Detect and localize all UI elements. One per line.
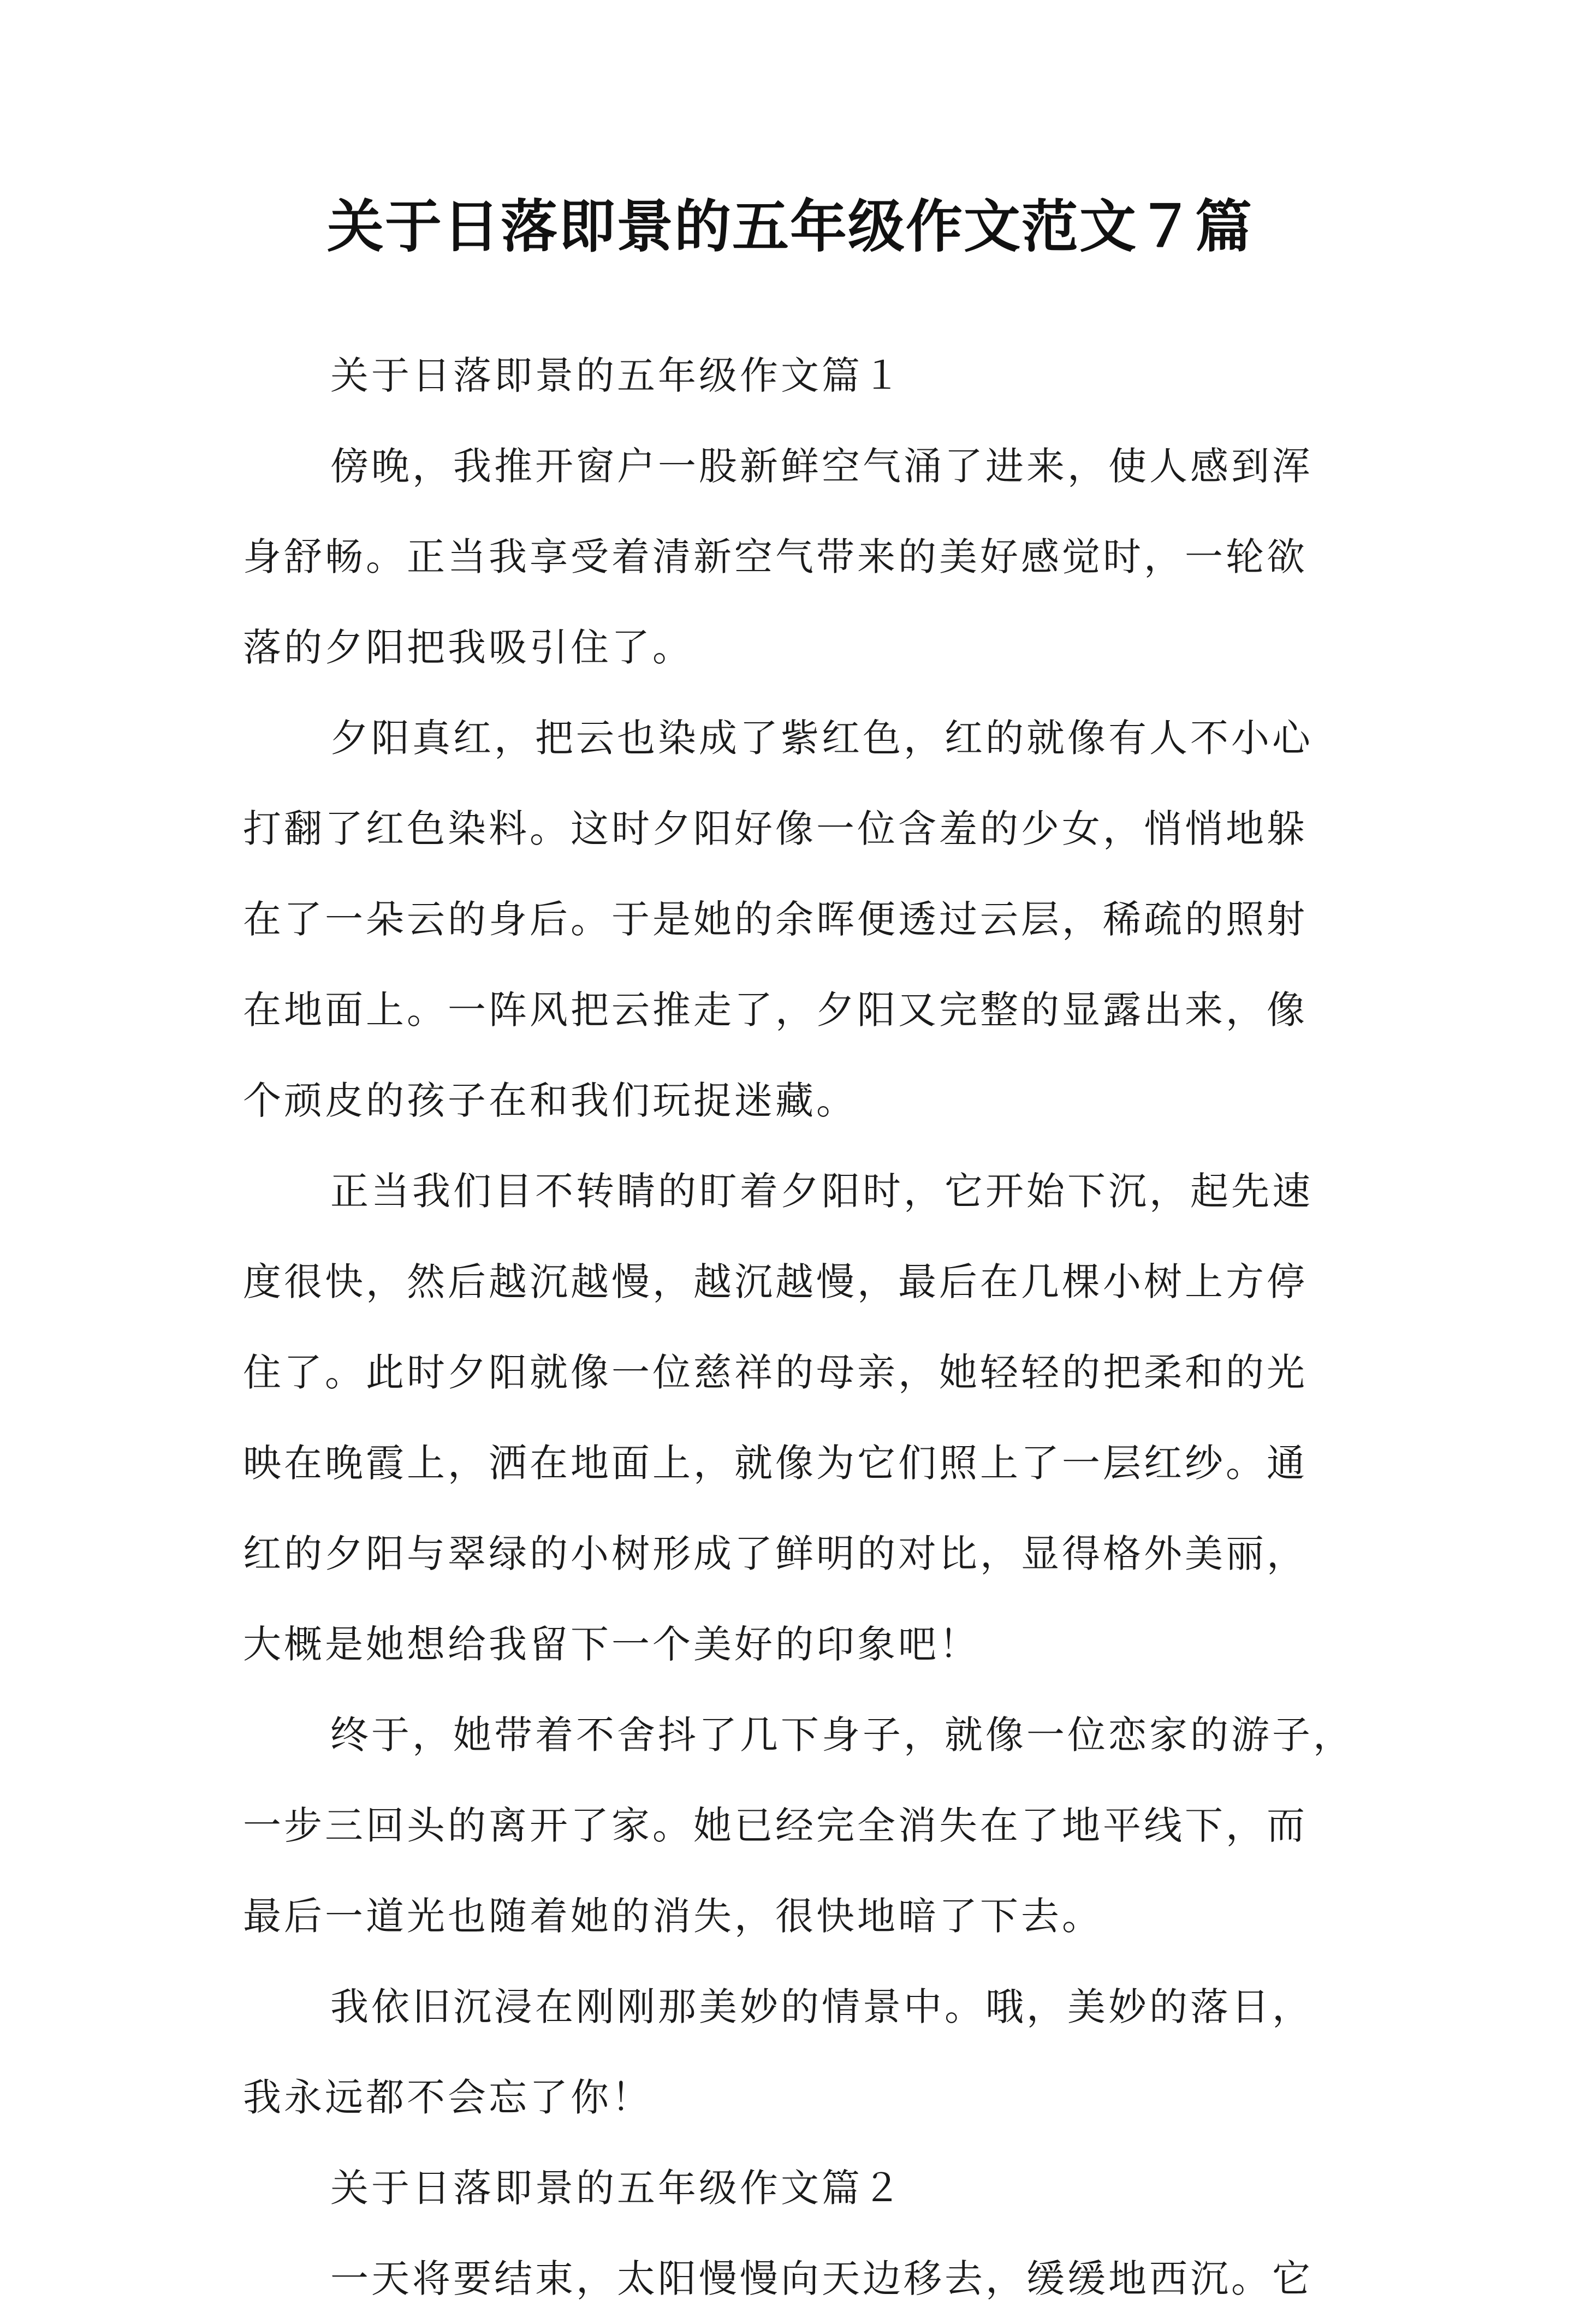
paragraph-line: 个顽皮的孩子在和我们玩捉迷藏。 bbox=[243, 1078, 857, 1123]
paragraph-line: 我依旧沉浸在刚刚那美妙的情景中。哦，美妙的落日， bbox=[330, 1984, 1313, 2029]
section-heading-2: 关于日落即景的五年级作文篇２ bbox=[330, 2166, 904, 2210]
paragraph-line: 打翻了红色染料。这时夕阳好像一位含羞的少女，悄悄地躲 bbox=[243, 806, 1308, 851]
paragraph-line: 我永远都不会忘了你！ bbox=[243, 2075, 652, 2120]
paragraph-line: 正当我们目不转睛的盯着夕阳时，它开始下沉，起先速 bbox=[330, 1169, 1313, 1214]
paragraph-line: 大概是她想给我留下一个美好的印象吧！ bbox=[243, 1622, 980, 1667]
paragraph-line: 身舒畅。正当我享受着清新空气带来的美好感觉时，一轮欲 bbox=[243, 534, 1308, 579]
document-title: 关于日落即景的五年级作文范文７篇 bbox=[326, 193, 1253, 260]
paragraph-line: 一天将要结束，太阳慢慢向天边移去，缓缓地西沉。它 bbox=[330, 2256, 1313, 2301]
document-body bbox=[243, 330, 1354, 2324]
paragraph-line: 住了。此时夕阳就像一位慈祥的母亲，她轻轻的把柔和的光 bbox=[243, 1350, 1308, 1395]
paragraph-line: 傍晚，我推开窗户一股新鲜空气涌了进来，使人感到浑 bbox=[330, 444, 1313, 489]
paragraph-line: 映在晚霞上，洒在地面上，就像为它们照上了一层红纱。通 bbox=[243, 1441, 1308, 1485]
paragraph-line: 落的夕阳把我吸引住了。 bbox=[243, 625, 693, 670]
paragraph-line: 在地面上。一阵风把云推走了，夕阳又完整的显露出来，像 bbox=[243, 988, 1308, 1032]
paragraph-line: 度很快，然后越沉越慢，越沉越慢，最后在几棵小树上方停 bbox=[243, 1259, 1308, 1304]
paragraph-line: 夕阳真红，把云也染成了紫红色，红的就像有人不小心 bbox=[330, 716, 1313, 760]
paragraph-line: 最后一道光也随着她的消失，很快地暗了下去。 bbox=[243, 1894, 1103, 1939]
section-heading-1: 关于日落即景的五年级作文篇１ bbox=[330, 353, 904, 398]
paragraph-line: 终于，她带着不舍抖了几下身子，就像一位恋家的游子， bbox=[330, 1713, 1354, 1757]
paragraph-line: 在了一朵云的身后。于是她的余晖便透过云层，稀疏的照射 bbox=[243, 897, 1308, 942]
paragraph-line: 一步三回头的离开了家。她已经完全消失在了地平线下，而 bbox=[243, 1803, 1308, 1848]
paragraph-line: 红的夕阳与翠绿的小树形成了鲜明的对比，显得格外美丽， bbox=[243, 1531, 1308, 1576]
